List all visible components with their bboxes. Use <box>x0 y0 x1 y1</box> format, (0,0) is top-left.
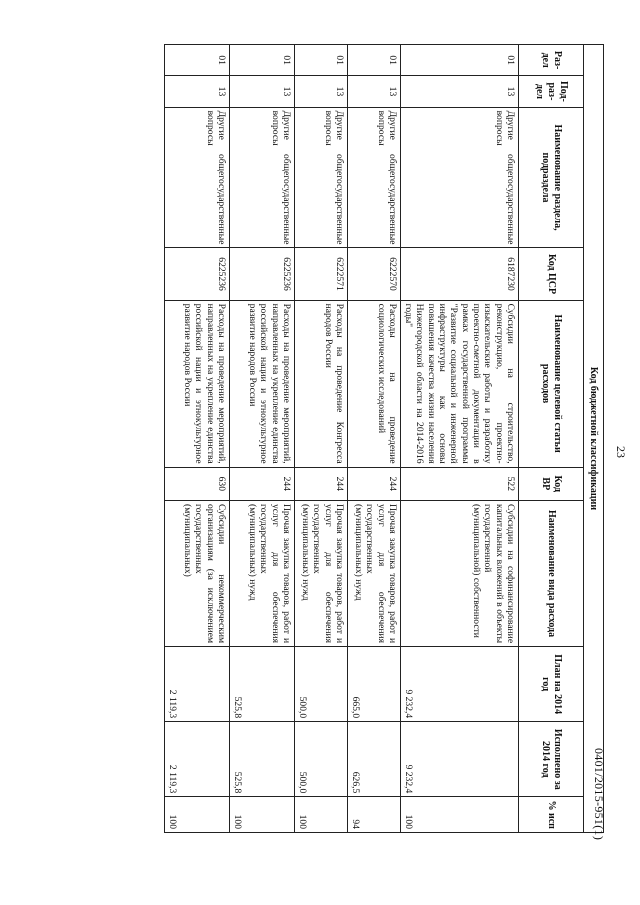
table-row <box>347 45 400 833</box>
vr-name-cell: Прочая закупка товаров, работ и услуг для обеспечения государственных (муниципальных) нужд <box>229 501 294 647</box>
csr-cell: 6222570 <box>347 248 400 300</box>
razdel-cell: 01 <box>347 45 400 76</box>
pct-cell: 100 <box>164 797 229 833</box>
col-section-name-header: Наименование раздела, подраздела <box>519 107 584 248</box>
done-cell: 626,5 <box>347 722 400 797</box>
target-cell: Расходы на проведение Конгресса народов России <box>294 300 347 467</box>
razdel-cell: 01 <box>294 45 347 76</box>
done-cell: 2 119,3 <box>164 722 229 797</box>
pct-cell: 100 <box>229 797 294 833</box>
plan-cell: 9 232,4 <box>400 647 518 722</box>
razdel-cell: 01 <box>400 45 518 76</box>
podrazdel-cell: 13 <box>164 76 229 107</box>
podrazdel-cell: 13 <box>294 76 347 107</box>
pct-cell: 94 <box>347 797 400 833</box>
section-cell: Другие общегосударственные вопросы <box>229 107 294 248</box>
col-pct-header: % исп <box>519 797 584 833</box>
vr-cell: 244 <box>347 467 400 500</box>
vr-cell: 244 <box>294 467 347 500</box>
podrazdel-cell: 13 <box>347 76 400 107</box>
csr-cell: 6225236 <box>164 248 229 300</box>
plan-cell: 500,0 <box>294 647 347 722</box>
col-plan-header: План на 2014 год <box>519 647 584 722</box>
vr-name-cell: Прочая закупка товаров, работ и услуг для обеспечения государственных (муниципальных) нужд <box>294 501 347 647</box>
done-cell: 525,8 <box>229 722 294 797</box>
table-row <box>294 45 347 833</box>
plan-cell: 665,0 <box>347 647 400 722</box>
document-code: 0401/2015-951(1) <box>592 748 606 841</box>
table-row <box>400 45 518 833</box>
table-row <box>229 45 294 833</box>
vr-cell: 522 <box>400 467 518 500</box>
vr-name-cell: Прочая закупка товаров, работ и услуг для обеспечения государственных (муниципальных) нужд <box>347 501 400 647</box>
plan-cell: 525,8 <box>229 647 294 722</box>
target-cell: Расходы на проведение мероприятий, направленных на укрепление единства российской нации и этнокультурное развитие народов России <box>164 300 229 467</box>
col-target-name-header: Наименование целевой статьи расходов <box>519 300 584 467</box>
col-razdel-header: Раз-дел <box>519 45 584 76</box>
col-vr-header: Код ВР <box>519 467 584 500</box>
pct-cell: 100 <box>294 797 347 833</box>
budget-table <box>164 44 604 833</box>
col-vr-name-header: Наименование вида расхода <box>519 501 584 647</box>
classification-header: Код бюджетной классификации <box>584 45 604 833</box>
col-csr-header: Код ЦСР <box>519 248 584 300</box>
col-done-header: Исполнено за 2014 год <box>519 722 584 797</box>
vr-cell: 630 <box>164 467 229 500</box>
target-cell: Субсидии на строительство, реконструкцию, проектно-изыскательские работы и разработку проектно-сметной документации в рамках государственной программы "Развитие социальной и инженерной инфраструктуры как основы повышения качества жизни населения Нижегородской области на 2014-2016 годы" <box>400 300 518 467</box>
vr-cell: 244 <box>229 467 294 500</box>
section-cell: Другие общегосударственные вопросы <box>164 107 229 248</box>
vr-name-cell: Субсидии некоммерческим организациям (за исключением государственных (муниципальных) <box>164 501 229 647</box>
pct-cell: 100 <box>400 797 518 833</box>
csr-cell: 6225236 <box>229 248 294 300</box>
vr-name-cell: Субсидии на софинансирование капитальных вложений в объекты государственной (муниципальной) собственности <box>400 501 518 647</box>
razdel-cell: 01 <box>229 45 294 76</box>
section-cell: Другие общегосударственные вопросы <box>294 107 347 248</box>
csr-cell: 6222571 <box>294 248 347 300</box>
target-cell: Расходы на проведение мероприятий, направленных на укрепление единства российской нации и этнокультурное развитие народов России <box>229 300 294 467</box>
razdel-cell: 01 <box>164 45 229 76</box>
section-cell: Другие общегосударственные вопросы <box>347 107 400 248</box>
podrazdel-cell: 13 <box>400 76 518 107</box>
section-cell: Другие общегосударственные вопросы <box>400 107 518 248</box>
podrazdel-cell: 13 <box>229 76 294 107</box>
page-number: 23 <box>614 446 628 458</box>
plan-cell: 2 119,3 <box>164 647 229 722</box>
csr-cell: 6187230 <box>400 248 518 300</box>
done-cell: 500,0 <box>294 722 347 797</box>
table-row <box>164 45 229 833</box>
done-cell: 9 232,4 <box>400 722 518 797</box>
col-podrazdel-header: Под-раз-дел <box>519 76 584 107</box>
target-cell: Расходы на проведение социологических исследований <box>347 300 400 467</box>
